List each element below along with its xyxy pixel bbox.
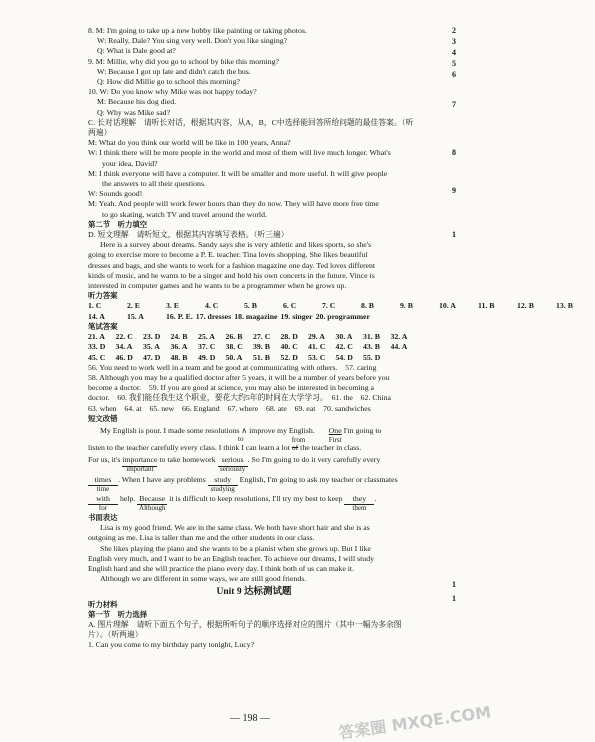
passage-line: going to exercise more to become a P. E. teacher. Tina loves shopping. She likes beautiful — [88, 250, 368, 260]
answer-item: 6. C — [283, 301, 297, 311]
answer-item: 16. P. E. — [166, 311, 193, 321]
top-dialogues — [88, 26, 420, 118]
answer-line: doctor. 60. 我们能任我生这个职业，要花大约5年的时间在大学学习。 61. the 62. China — [88, 393, 391, 403]
sentence-1: 1. Can you come to my birthday party tonight, Lucy? — [88, 640, 255, 650]
answer-item: 43. B — [363, 342, 380, 352]
writing-line: English very much, and I want to be an English teacher. To achieve our dreams, I will study — [88, 553, 374, 563]
answer-item: 40. C — [280, 342, 298, 352]
answer-item: 52. D — [280, 352, 298, 362]
answer-item: 54. D — [335, 352, 353, 362]
writing-line: She likes playing the piano and she wants to be a pianist when she grows up. But I like — [100, 543, 371, 553]
correction-times: times time — [88, 475, 118, 486]
correction-title: 短文改错 — [88, 413, 118, 423]
answer-item: 39. B — [253, 342, 270, 352]
dialogue-line: W: Really, Dale? You sing very well. Don't you like singing? — [97, 36, 288, 46]
answer-row — [88, 332, 420, 342]
answer-item: 18. magazine — [234, 311, 278, 321]
answer-item: 27. C — [253, 332, 271, 342]
correction-one: One First — [328, 425, 342, 444]
answer-item: 19. singer — [280, 311, 313, 321]
dialogue-line: W: Because I got up late and didn't catch the bus. — [97, 66, 251, 76]
correction-to-line: to — [238, 435, 244, 444]
passage-line: Here is a survey about dreams. Sandy says she is very athletic and likes sports, so she's — [100, 240, 372, 250]
answer-item: 36. A — [170, 342, 188, 352]
answer-item: 17. dresses — [195, 311, 232, 321]
correction-because: Because Although — [139, 493, 166, 512]
correction-study: study studying — [208, 475, 238, 486]
answer-item: 22. C — [115, 332, 133, 342]
answer-item: 10. A — [439, 301, 456, 311]
section-2-title: 第二节 听力填空 — [88, 219, 148, 229]
content-column — [88, 26, 573, 651]
dialogue-line: M: Because his dog died. — [97, 97, 177, 107]
answer-item: 41. C — [308, 342, 326, 352]
answer-item: 44. A — [390, 342, 408, 352]
listening-material-title: 听力材料 — [88, 599, 118, 609]
dialogue-line: Q: Why was Mike sad? — [97, 107, 171, 117]
unit-title: Unit 9 达标测试题 — [216, 587, 292, 598]
answer-item: 28. D — [280, 332, 298, 342]
section-1-title: 第一节 听力选择 — [88, 609, 148, 619]
answer-item: 26. B — [225, 332, 243, 342]
correction-line-3: For us, it's importance important to take homework serious seriously . So I'm going to do it very carefully every — [88, 455, 381, 474]
answer-item: 8. B — [361, 301, 374, 311]
correction-line-1: My English is pour. I made some resolutions ∧ improve my English. One First I'm going to — [100, 425, 382, 444]
answer-item: 42. C — [335, 342, 353, 352]
answer-row — [88, 301, 573, 311]
writing-line: Although we are different in some ways, we are still good friends. — [100, 574, 307, 584]
answer-item: 50. A — [225, 352, 243, 362]
writing-line: Lisa is my good friend. We are in the same class. We both have short hair and she is as — [100, 523, 370, 533]
answer-item: 2. E — [127, 301, 140, 311]
dialogue-line: to go skating, watch TV and travel around the world. — [102, 209, 267, 219]
answer-row — [88, 353, 420, 363]
writing-passage — [88, 523, 420, 584]
side-number: 6 — [452, 70, 456, 79]
answer-item: 38. C — [225, 342, 243, 352]
passage-line: dresses and bags, and she wants to work for a fashion magazine one day. Ted loves different — [88, 260, 376, 270]
passage-line: kinds of music, and he wants to be a singer and hold his own concerts in the future. Vince is — [88, 270, 375, 280]
dialogue-line: M: Yeah. And people will work fewer hours than they do now. They will have more free time — [88, 199, 379, 209]
answer-item: 29. A — [308, 332, 325, 342]
written-answers — [88, 332, 420, 363]
side-number: 9 — [452, 186, 456, 195]
watermark-logo: 答案圈 MXQE.COM — [337, 702, 493, 742]
answer-item: 49. D — [198, 352, 216, 362]
answer-item: 47. D — [143, 352, 161, 362]
answer-item: 5. B — [244, 301, 257, 311]
section-d-instruction: D. 短文理解 请听短文，根据其内容填写表格。（听三遍） — [88, 230, 289, 240]
section-c-instruction: C. 长对话理解 请听长对话，根据其内容，从A，B，C中选择能回答所给问题的最佳答案。（听两遍） — [88, 117, 414, 138]
answer-item: 35. A — [143, 342, 160, 352]
page-number: — 198 — — [230, 713, 270, 724]
answer-item: 31. B — [363, 332, 380, 342]
side-number: 5 — [452, 59, 456, 68]
writing-line: English hard and she will practice the piano every day. I think both of us can make it. — [88, 563, 355, 573]
answer-item: 48. B — [170, 352, 188, 362]
answer-item: 1. C — [88, 301, 102, 311]
answer-item: 55. D — [363, 352, 381, 362]
answer-item: 12. B — [517, 301, 534, 311]
correction-line-5: with for help. Because Although it is difficult to keep resolutions, I'll try my best to keep they them . — [88, 494, 420, 505]
correction-line-4: times time . When I have any problems study studying English, I'm going to ask my teacher or classmates — [88, 475, 420, 486]
dialogue-line: the answers to all their questions. — [102, 179, 206, 189]
dialogue-line: your idea, David? — [102, 158, 158, 168]
dialogue-line: 10. W: Do you know why Mike was not happy today? — [88, 87, 257, 97]
survey-passage — [88, 240, 420, 291]
answer-item: 24. B — [170, 332, 188, 342]
correction-they: they them — [344, 494, 374, 505]
answer-item: 45. C — [88, 352, 106, 362]
answers-58-70 — [88, 373, 420, 414]
answer-line: 58. Although you may be a qualified doctor after 5 years, it will be a number of years before you — [88, 372, 390, 382]
side-number: 3 — [452, 37, 456, 46]
passage-line: interested in computer games and he wants to be a programmer when he grows up. — [88, 281, 347, 291]
answer-item: 4. C — [205, 301, 219, 311]
correction-importance: importance important — [122, 455, 158, 474]
answer-item: 46. D — [115, 352, 133, 362]
side-number: 4 — [452, 48, 456, 57]
answer-item: 30. A — [335, 332, 353, 342]
answer-item: 3. E — [166, 301, 179, 311]
dialogue-line: M: What do you think our world will be like in 100 years, Anna? — [88, 138, 291, 148]
dialogue-line: W: I think there will be more people in the world and most of them will live much longer. What's — [88, 148, 391, 158]
correction-passage — [88, 426, 420, 513]
answer-item: 11. B — [478, 301, 495, 311]
listening-answers-title: 听力答案 — [88, 291, 118, 301]
side-number: 1 — [452, 594, 456, 603]
long-dialogue — [88, 138, 420, 220]
answer-item: 33. D — [88, 342, 106, 352]
written-answers-title: 笔试答案 — [88, 321, 118, 331]
answer-item: 37. C — [198, 342, 216, 352]
insert-mark: ∧ — [241, 425, 248, 435]
answer-item: 15. A — [127, 311, 144, 321]
listening-answers — [88, 301, 573, 321]
dialogue-line: M: I think everyone will have a computer. It will be smaller and more useful. It will give people — [88, 168, 388, 178]
dialogue-line: 9. M: Millie, why did you go to school by bike this morning? — [88, 56, 280, 66]
answer-line: 63. when 64. at 65. new 66. England 67. where 68. ate 69. eat 70. sandwiches — [88, 403, 371, 413]
side-number: 8 — [452, 148, 456, 157]
correction-of: of from — [291, 436, 306, 453]
answer-item: 34. A — [115, 342, 133, 352]
writing-title: 书面表达 — [88, 512, 118, 522]
dialogue-line: Q: What is Dale good at? — [97, 46, 176, 56]
answer-row — [88, 342, 420, 352]
answer-item: 23. D — [143, 332, 161, 342]
answer-item: 9. B — [400, 301, 413, 311]
answer-item: 20. programmer — [315, 311, 370, 321]
writing-line: outgoing as me. Lisa is taller than me and the other students in our class. — [88, 533, 315, 543]
side-number: 2 — [452, 26, 456, 35]
answer-item: 53. C — [308, 352, 326, 362]
answer-item: 21. A — [88, 332, 105, 342]
side-number: 1 — [452, 230, 456, 239]
answer-item: 32. A — [390, 332, 408, 342]
dialogue-line: 8. M: I'm going to take up a new hobby like painting or taking photos. — [88, 26, 307, 35]
dialogue-line: Q: How did Millie go to school this morning? — [97, 77, 240, 87]
answer-item: 51. B — [253, 352, 270, 362]
answers-56-57: 56. You need to work well in a team and be good at communicating with others. 57. caring — [88, 362, 377, 372]
section-a-instruction: A. 图片理解 请听下面五个句子，根据所听句子的顺序选择对应的图片（其中一幅为多余图片）。（听两遍） — [88, 619, 402, 640]
side-number: 1 — [452, 580, 456, 589]
answer-line: become a doctor. 59. If you are good at science, you may also be interested in becoming a — [88, 383, 375, 393]
correction-with: with for — [88, 494, 118, 505]
answer-item: 7. C — [322, 301, 336, 311]
dialogue-line: W: Sounds good! — [88, 189, 143, 199]
answer-item: 14. A — [88, 311, 105, 321]
correction-line-2: listen to the teacher carefully every class. I think I can learn a lot of from the teacher in class. — [88, 436, 362, 453]
answer-item: 13. B — [556, 301, 573, 311]
answer-item: 25. A — [198, 332, 215, 342]
correction-serious: serious seriously — [218, 455, 248, 466]
side-number: 7 — [452, 100, 456, 109]
answer-row — [88, 312, 420, 322]
